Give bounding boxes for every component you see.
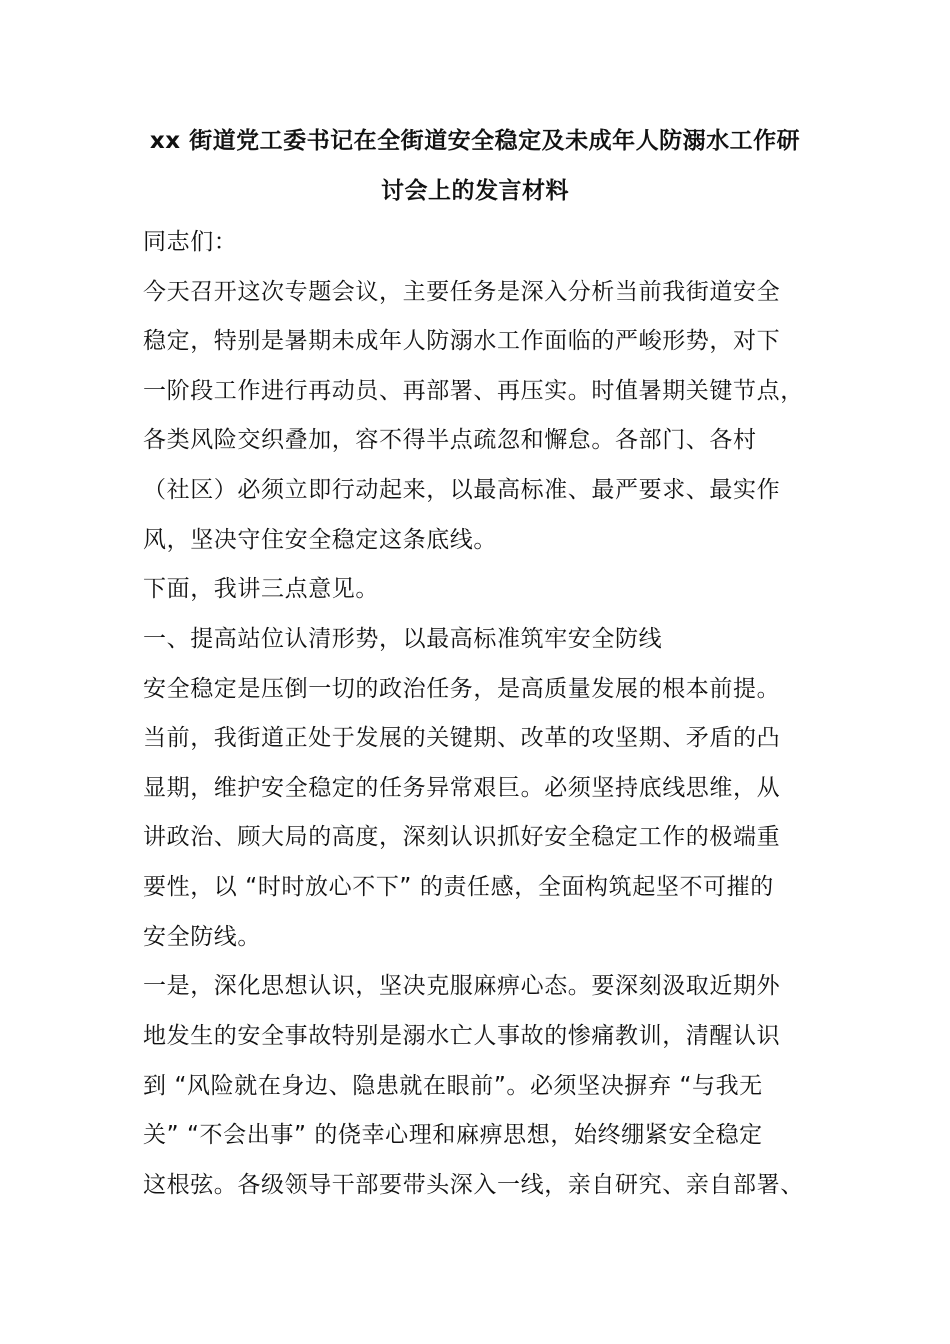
section-heading: 一、提高站位认清形势，以最高标准筑牢安全防线 — [143, 626, 663, 652]
body-line: 这根弦。各级领导干部要带头深入一线，亲自研究、亲自部署、 — [143, 1172, 804, 1198]
document-title-line-1: xx 街道党工委书记在全街道安全稳定及未成年人防溺水工作研 — [149, 128, 801, 154]
body-line: 今天召开这次专题会议，主要任务是深入分析当前我街道安全 — [143, 279, 781, 305]
body-line: 关” “不会出事” 的侥幸心理和麻痹思想，始终绷紧安全稳定 — [143, 1122, 763, 1148]
body-line: 一阶段工作进行再动员、再部署、再压实。时值暑期关键节点， — [143, 378, 804, 404]
salutation: 同志们： — [143, 229, 238, 255]
body-line: 显期，维护安全稳定的任务异常艰巨。必须坚持底线思维，从 — [143, 775, 781, 801]
body-line: 要性，以 “时时放心不下” 的责任感，全面构筑起坚不可摧的 — [143, 874, 774, 900]
document-title-line-2: 讨会上的发言材料 — [381, 178, 569, 204]
body-line: 讲政治、顾大局的高度，深刻认识抓好安全稳定工作的极端重 — [143, 824, 781, 850]
body-line: 地发生的安全事故特别是溺水亡人事故的惨痛教训，清醒认识 — [143, 1023, 781, 1049]
body-line: 安全防线。 — [143, 924, 261, 950]
body-line: 风，坚决守住安全稳定这条底线。 — [143, 527, 497, 553]
body-line: 下面，我讲三点意见。 — [143, 576, 379, 602]
body-line: （社区）必须立即行动起来，以最高标准、最严要求、最实作 — [143, 477, 781, 503]
body-line: 各类风险交织叠加，容不得半点疏忽和懈怠。各部门、各村 — [143, 427, 757, 453]
body-line: 当前，我街道正处于发展的关键期、改革的攻坚期、矛盾的凸 — [143, 725, 781, 751]
body-line: 到 “风险就在身边、隐患就在眼前”。必须坚决摒弃 “与我无 — [143, 1073, 763, 1099]
body-line: 一是，深化思想认识，坚决克服麻痹心态。要深刻汲取近期外 — [143, 973, 781, 999]
body-line: 稳定，特别是暑期未成年人防溺水工作面临的严峻形势，对下 — [143, 328, 781, 354]
body-line: 安全稳定是压倒一切的政治任务，是高质量发展的根本前提。 — [143, 676, 781, 702]
